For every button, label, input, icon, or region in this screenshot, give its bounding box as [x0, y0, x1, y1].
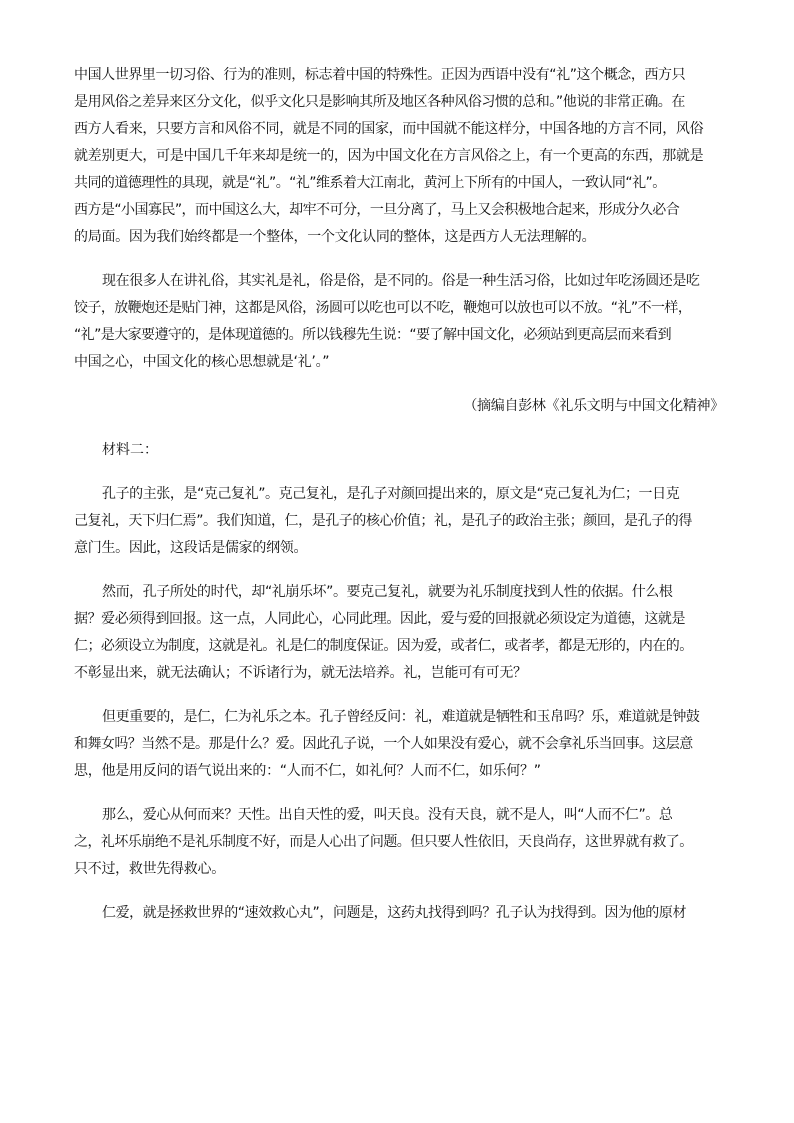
text-line: 饺子，放鞭炮还是贴门神，这都是风俗，汤圆可以吃也可以不吃，鞭炮可以放也可以不放。“礼”不一样， — [74, 300, 692, 316]
text-body — [74, 62, 724, 927]
text-line: 己复礼，天下归仁焉”。我们知道，仁，是孔子的核心价值；礼，是孔子的政治主张；颜回，是孔子的得 — [74, 513, 692, 529]
text-line: 就差别更大，可是中国几千年来却是统一的，因为中国文化在方言风俗之上，有一个更高的东西，那就是 — [74, 148, 704, 164]
section-heading: 材料二： — [102, 442, 158, 458]
text-line: 仁爱，就是拯救世界的“速效救心丸”，问题是，这药丸找得到吗？孔子认为找得到。因为他的原材 — [102, 905, 687, 921]
text-line: 中国人世界里一切习俗、行为的准则，标志着中国的特殊性。正因为西语中没有“礼”这个概念，西方只 — [74, 67, 686, 83]
text-line: 不彰显出来，就无法确认；不诉诸行为，就无法培养。礼，岂能可有可无？ — [74, 665, 527, 681]
text-line: 之，礼坏乐崩绝不是礼乐制度不好，而是人心出了问题。但只要人性依旧，天良尚存，这世界就有救了。 — [74, 834, 693, 850]
text-line: 据？爱必须得到回报。这一点，人同此心，心同此理。因此，爱与爱的回报就必须设定为道德，这就是 — [74, 611, 686, 627]
text-line: 中国之心，中国文化的核心思想就是‘礼’。” — [74, 354, 330, 370]
text-line: 但更重要的，是仁，仁为礼乐之本。孔子曾经反问：礼，难道就是牺牲和玉帛吗？乐，难道就是钟鼓 — [102, 709, 700, 725]
text-line: 和舞女吗？当然不是。那是什么？爱。因此孔子说，一个人如果没有爱心，就不会拿礼乐当回事。这层意 — [74, 736, 693, 752]
text-line: 共同的道德理性的具现，就是“礼”。“礼”维系着大江南北，黄河上下所有的中国人，一致认同“礼”。 — [74, 175, 666, 191]
text-line: 仁；必须设立为制度，这就是礼。礼是仁的制度保证。因为爱，或者仁，或者孝，都是无形的，内在的。 — [74, 638, 693, 654]
text-line: 意门生。因此，这段话是儒家的纲领。 — [74, 540, 308, 556]
text-line: 然而，孔子所处的时代，却“礼崩乐坏”。要克己复礼，就要为礼乐制度找到人性的依据。什么根 — [102, 584, 673, 600]
text-line: “礼”是大家要遵守的，是体现道德的。所以钱穆先生说：“要了解中国文化，必须站到更高层而来看到 — [74, 327, 672, 343]
text-line: 孔子的主张，是“克己复礼”。克己复礼，是孔子对颜回提出来的，原文是“克己复礼为仁；一日克 — [102, 486, 680, 502]
source-citation: （摘编自彭林《礼乐文明与中国文化精神》 — [463, 398, 724, 414]
text-line: 的局面。因为我们始终都是一个整体，一个文化认同的整体，这是西方人无法理解的。 — [74, 229, 596, 245]
text-line: 只不过，救世先得救心。 — [74, 861, 225, 877]
text-line: 是用风俗之差异来区分文化，似乎文化只是影响其所及地区各种风俗习惯的总和。”他说的非常正确。在 — [74, 94, 685, 110]
text-line: 西方是“小国寡民”，而中国这么大，却牢不可分，一旦分离了，马上又会积极地合起来，形成分久必合 — [74, 202, 680, 218]
text-line: 思，他是用反问的语气说出来的：“人而不仁，如礼何？人而不仁，如乐何？” — [74, 763, 541, 779]
text-line: 现在很多人在讲礼俗，其实礼是礼，俗是俗，是不同的。俗是一种生活习俗，比如过年吃汤圆还是吃 — [102, 273, 700, 289]
text-line: 那么，爱心从何而来？天性。出自天性的爱，叫天良。没有天良，就不是人，叫“人而不仁”。总 — [102, 807, 673, 823]
text-line: 西方人看来，只要方言和风俗不同，就是不同的国家，而中国就不能这样分，中国各地的方言不同，风俗 — [74, 121, 704, 137]
